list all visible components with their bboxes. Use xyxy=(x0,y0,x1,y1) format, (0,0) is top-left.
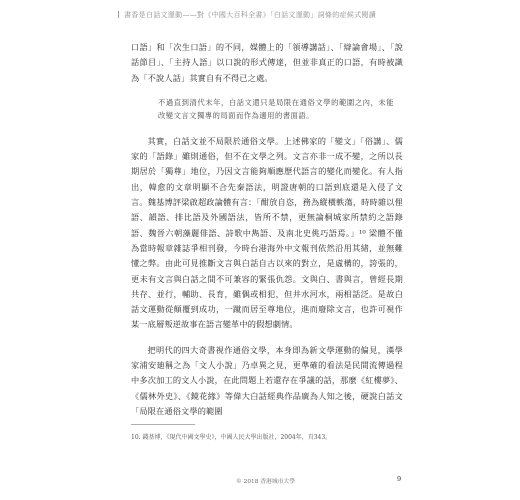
main-text xyxy=(131,40,403,419)
running-title: 書香是白話文運動——對《中國大百科全書》「白話文運動」詞條的症候式閱讀 xyxy=(124,11,376,19)
paragraph-gap xyxy=(131,333,403,343)
page-number: 9 xyxy=(397,475,402,483)
paragraph-3: 把明代的四大奇書視作通俗文學，本身即為新文學運動的偏見，漢學家浦安廸稱之為「文人小說」乃卓異之見，更準確的看法是民間流傳過程中多次加工的文人小說，在此問題上若還存在爭議的話，那麼《紅樓夢》、《儒林外史》、《鏡花緣》等偉大白話經典作品廣為人知之後，硬說白話文「局限在通俗文學的範圍 xyxy=(131,344,403,416)
running-header xyxy=(118,10,418,24)
copyright-notice: © 2018 香港城市大學 xyxy=(236,479,296,485)
block-quote: 不過直到清代末年，白話文還只是局限在通俗文學的範圍之內，未能改變文言文獨專的局面而作為適用的書面語。 xyxy=(158,97,394,120)
footnote-10: 10. 錢基博，《現代中國文學史》，中國人民大學出版社，2004年，頁343。 xyxy=(131,434,332,441)
paragraph-1: 口語」和「次生口語」的不同，媒體上的「領導講話」、「辯論會場」、「說話節目」、「主持人語」以口說的形式傳達，但並非真正的口語，有時被識為「不說人話」其實自有不得已之處。 xyxy=(131,42,403,83)
paragraph-2: 其實，白話文並不局限於通俗文學。上述佛家的「變文」「俗講」、儒家的「語錄」雖則通俗，但不在文學之列。文言亦非一成不變，之所以長期居於「獨尊」地位，乃因文言能夠順應歷代語言的變化而變化。有人指出，韓愈的文章明顯不合先秦語法，明證唐朝的口語到底還是入侵了文言。魏基博評梁啟超政論體有言：「酣放自恣，務為縱橫軼蕩，時時雜以俚語、韻語、排比語及外國語法，皆所不禁，更無論桐城家所禁約之語錄語、魏晉六朝藻麗俳語、詩歌中雋語、及南北史佻巧語焉。」¹⁰ 梁體不僅為當時報章雜誌爭相刊發，今時台港海外中文報刊依然沿用其緒，並無難懂之弊。由此可見推斷文言與白話自古以來的對立，是虛構的，誇張的，更未有文言與白話之間不可兼容的緊張仇怨。文與白、書與言，曾經長期共存、並行，輔助、長育，雖偶或相犯，但井水河水，兩相話泛。是故白話文運動從顛覆到成功，一蹴而居至尊地位，進而廢除文言，也許可視作某一底層叛逆故事在語言變革中的假想劇情。 xyxy=(131,135,403,330)
header-divider xyxy=(118,11,119,18)
footnote-divider xyxy=(131,424,195,425)
page-footer xyxy=(0,476,520,486)
